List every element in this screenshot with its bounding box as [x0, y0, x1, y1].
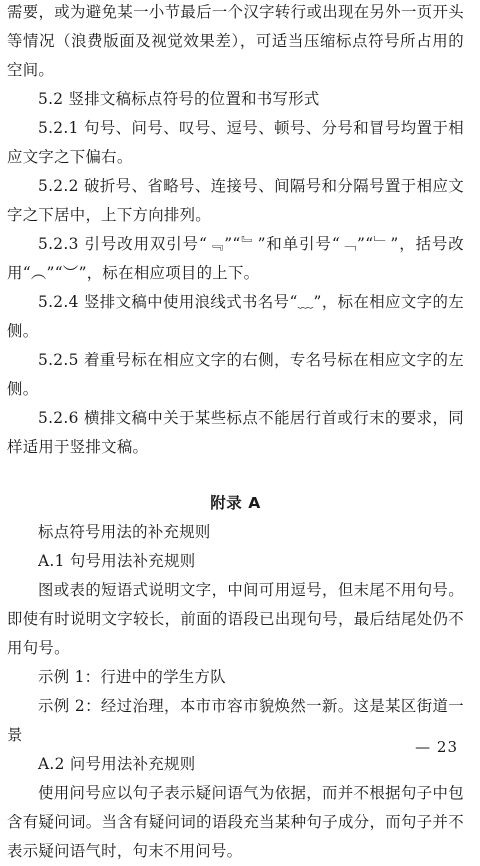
section-a-1-body: 图或表的短语式说明文字，中间可用逗号，但末尾不用句号。即使有时说明文字较长，前面的语段已出现句号，最后结尾处仍不用句号。 [7, 581, 464, 657]
page-number: — 23 [415, 738, 458, 756]
section-a-2-title: A.2 问号用法补充规则 [38, 755, 196, 773]
section-5-2-2: 5.2.2 破折号、省略号、连接号、间隔号和分隔号置于相应文字之下居中，上下方向排列。 [7, 177, 464, 224]
appendix-subtitle: 标点符号用法的补充规则 [38, 523, 211, 541]
section-5-2-1: 5.2.1 句号、问号、叹号、逗号、顿号、分号和冒号均置于相应文字之下偏右。 [7, 119, 464, 166]
section-a-1-title: A.1 句号用法补充规则 [38, 552, 196, 570]
section-5-2-6: 5.2.6 横排文稿中关于某些标点不能居行首或行末的要求，同样适用于竖排文稿。 [7, 409, 464, 456]
section-5-2-title: 5.2 竖排文稿标点符号的位置和书写形式 [38, 90, 320, 108]
paragraph-space-compression: 需要，或为避免某一小节最后一个汉字转行或出现在另外一页开头等情况（浪费版面及视觉效果差），可适当压缩标点符号所占用的空间。 [7, 3, 464, 79]
example-2: 示例 2：经过治理，本市市容市貌焕然一新。这是某区街道一景 [7, 697, 464, 744]
section-5-2-4: 5.2.4 竖排文稿中使用浪线式书名号“﹏”，标在相应文字的左侧。 [7, 293, 464, 340]
section-a-2-body: 使用问号应以句子表示疑问语气为依据，而并不根据句子中包含有疑问词。当含有疑问词的语段充当某种句子成分，而句子并不表示疑问语气时，句末不用问号。 [7, 784, 464, 860]
example-1: 示例 1：行进中的学生方队 [38, 668, 226, 686]
section-5-2-5: 5.2.5 着重号标在相应文字的右侧，专名号标在相应文字的左侧。 [7, 351, 464, 398]
appendix-heading: 附录 A [210, 494, 261, 512]
section-5-2-3: 5.2.3 引号改用双引号“﹃”“﹄”和单引号“﹁”“﹂”，括号改用“︵”“︶”，标在相应项目的上下。 [7, 235, 464, 282]
spacer [7, 462, 464, 489]
